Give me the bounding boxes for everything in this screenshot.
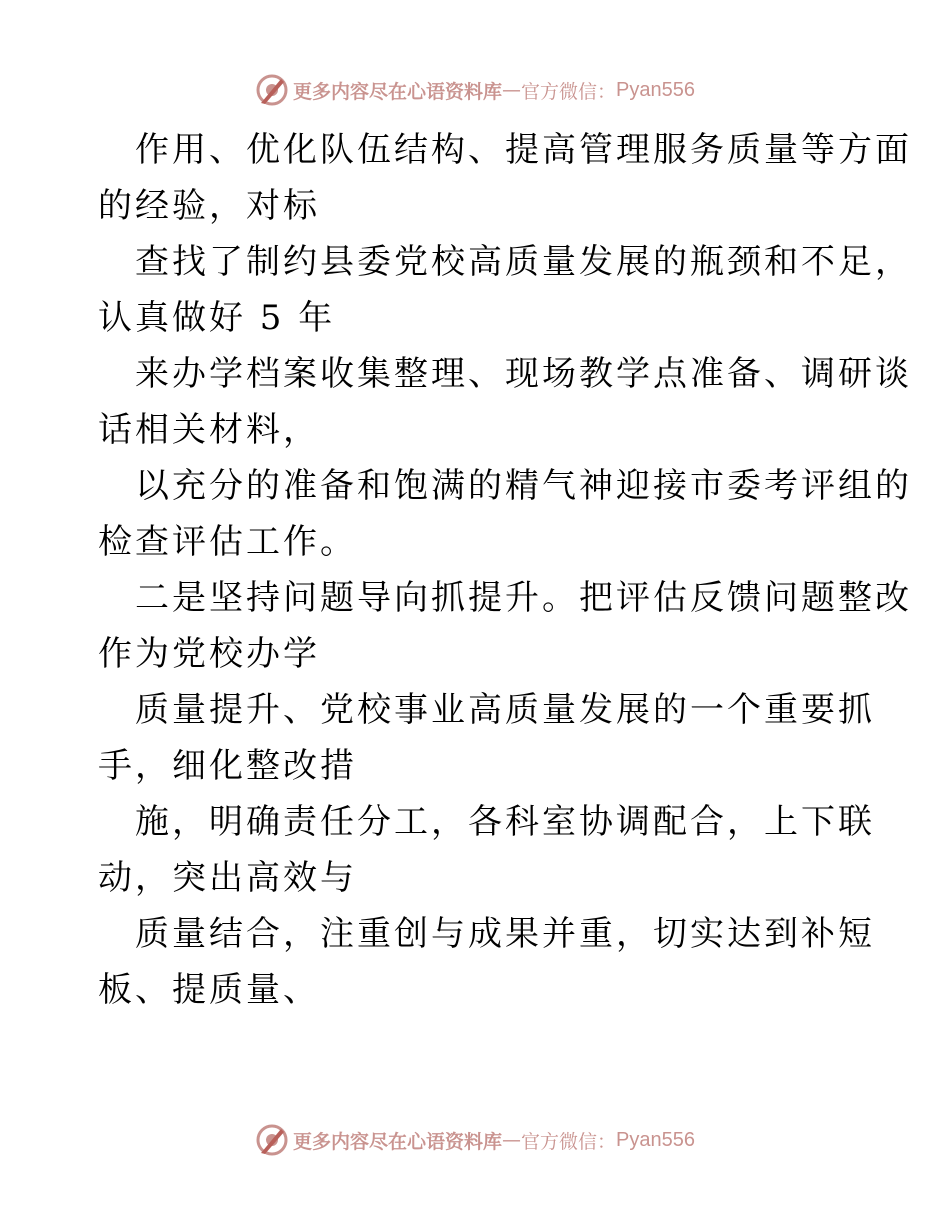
header-banner: [0, 70, 950, 110]
banner-site-text: 更多内容尽在心语资料库: [293, 80, 503, 103]
text-line: 认真做好 5 年: [98, 298, 336, 338]
text-line: 查找了制约县委党校高质量发展的瓶颈和不足，: [135, 242, 912, 282]
text-line: 手，细化整改措: [98, 746, 357, 786]
text-line: 来办学档案收集整理、现场教学点准备、调研谈: [135, 354, 912, 394]
text-line: 施，明确责任分工，各科室协调配合，上下联: [135, 802, 875, 842]
text-line: 质量提升、党校事业高质量发展的一个重要抓: [135, 690, 875, 730]
banner-wechat-id: Pyan556: [616, 78, 695, 101]
text-line: 质量结合，注重创与成果并重，切实达到补短: [135, 914, 875, 954]
banner-wechat-label: 官方微信：: [521, 80, 617, 103]
text-line: 检查评估工作。: [98, 522, 357, 562]
text-line: 以充分的准备和饱满的精气神迎接市委考评组的: [135, 466, 912, 506]
banner-dash: —: [502, 1129, 522, 1151]
text-line: 的经验，对标: [98, 186, 320, 226]
text-line: 动，突出高效与: [98, 858, 357, 898]
document-body: [98, 122, 912, 1018]
text-line: 二是坚持问题导向抓提升。把评估反馈问题整改: [135, 578, 912, 618]
footer-banner: [0, 1120, 950, 1160]
text-line: 话相关材料，: [98, 410, 320, 450]
banner-wechat-id: Pyan556: [616, 1128, 695, 1151]
text-line: 作用、优化队伍结构、提高管理服务质量等方面: [135, 130, 912, 170]
banner-dash: —: [502, 79, 522, 101]
quill-seal-icon: [255, 1123, 289, 1157]
banner-site-text: 更多内容尽在心语资料库: [293, 1130, 503, 1153]
quill-seal-icon: [255, 73, 289, 107]
text-line: 板、提质量、: [98, 970, 320, 1010]
banner-wechat-label: 官方微信：: [521, 1130, 617, 1153]
text-line: 作为党校办学: [98, 634, 320, 674]
